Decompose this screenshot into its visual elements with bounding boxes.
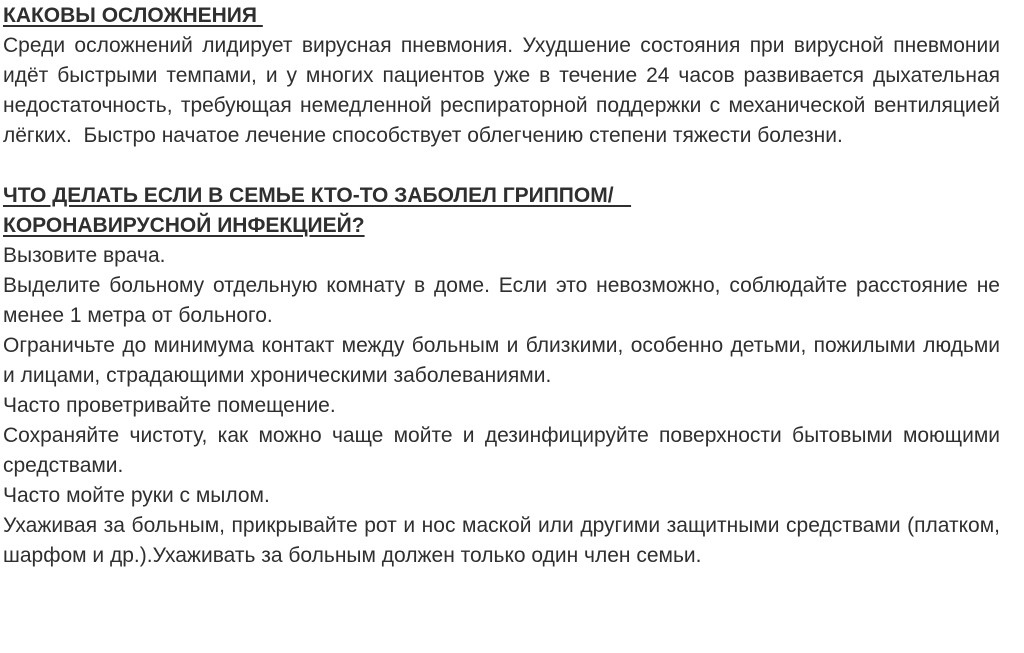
- advice-item-cleanliness: Сохраняйте чистоту, как можно чаще мойте и дезинфицируйте поверхности бытовыми моющими средствами.: [3, 424, 1006, 477]
- complications-paragraph: Среди осложнений лидирует вирусная пневмония. Ухудшение состояния при вирусной пневмонии идёт быстрыми темпами, и у многих пациентов уже в течение 24 часов развивается дыхательная недостаточность, требующая немедленной респираторной поддержки с механической вентиляцией лёгких. Быстро начатое лечение способствует облегчению степени тяжести болезни.: [3, 34, 1006, 147]
- what-to-do-heading-line-1: ЧТО ДЕЛАТЬ ЕСЛИ В СЕМЬЕ КТО-ТО ЗАБОЛЕЛ ГРИППОМ/: [3, 184, 632, 207]
- advice-item-call-doctor: Вызовите врача.: [3, 244, 166, 267]
- section-spacer: [3, 151, 1000, 181]
- what-to-do-heading-line-2: КОРОНАВИРУСНОЙ ИНФЕКЦИЕЙ?: [3, 214, 365, 237]
- complications-heading: КАКОВЫ ОСЛОЖНЕНИЯ: [3, 4, 263, 27]
- advice-item-ventilate: Часто проветривайте помещение.: [3, 394, 336, 417]
- advice-item-wash-hands: Часто мойте руки с мылом.: [3, 484, 270, 507]
- document-body: [3, 1, 1006, 571]
- advice-item-mask-care: Ухаживая за больным, прикрывайте рот и нос маской или другими защитными средствами (платком, шарфом и др.).Ухаживать за больным должен только один член семьи.: [3, 514, 1006, 567]
- advice-item-separate-room: Выделите больному отдельную комнату в доме. Если это невозможно, соблюдайте расстояние не менее 1 метра от больного.: [3, 274, 1006, 327]
- advice-item-limit-contact: Ограничьте до минимума контакт между больным и близкими, особенно детьми, пожилыми людьми и лицами, страдающими хроническими заболеваниями.: [3, 334, 1006, 387]
